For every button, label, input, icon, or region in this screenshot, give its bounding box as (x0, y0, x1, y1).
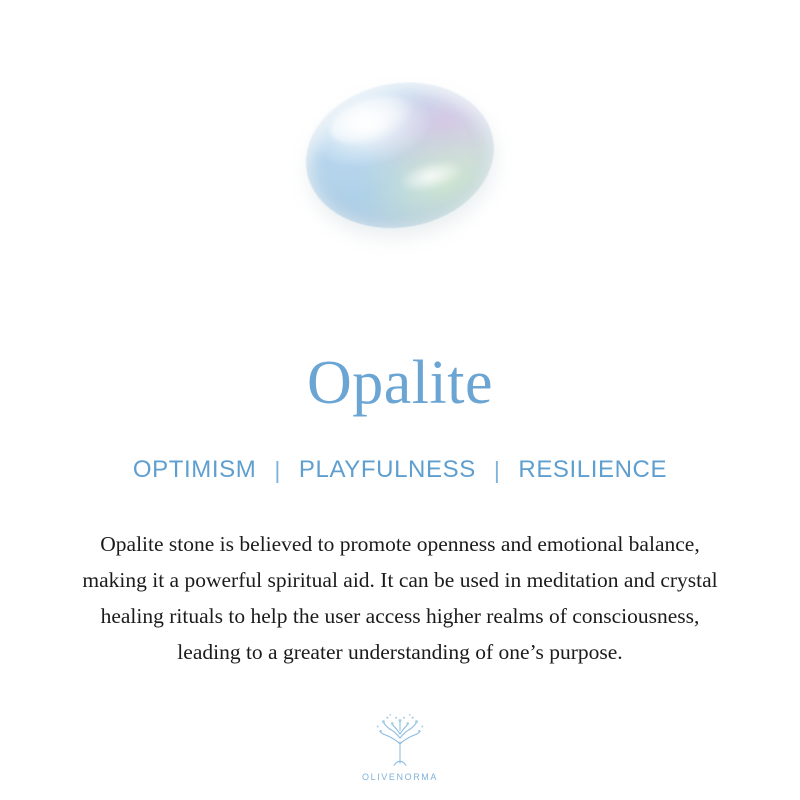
keyword-item-2: PLAYFULNESS (298, 456, 476, 483)
description-line-4: leading to a greater understanding of one’s purpose. (177, 640, 623, 665)
description-line-2: making it a powerful spiritual aid. It can be used in meditation and crystal (82, 568, 718, 593)
keyword-item-1: OPTIMISM (132, 456, 257, 483)
tree-of-life-icon (369, 709, 431, 771)
description-line-3: healing rituals to help the user access higher realms of consciousness, (100, 604, 700, 629)
keyword-separator-1: | (274, 456, 281, 483)
brand-name: OLIVENORMA (361, 772, 438, 782)
description-text (20, 526, 780, 670)
stone-rim (294, 67, 506, 243)
keyword-list (131, 456, 669, 484)
description-line-1: Opalite stone is believed to promote openness and emotional balance, (100, 532, 700, 556)
keyword-item-3: RESILIENCE (518, 456, 668, 483)
keyword-separator-2: | (493, 456, 501, 483)
opalite-stone-photo (305, 83, 495, 228)
brand-logo (0, 709, 800, 782)
hero-image-area (0, 0, 800, 300)
page-title: Opalite (307, 349, 493, 417)
